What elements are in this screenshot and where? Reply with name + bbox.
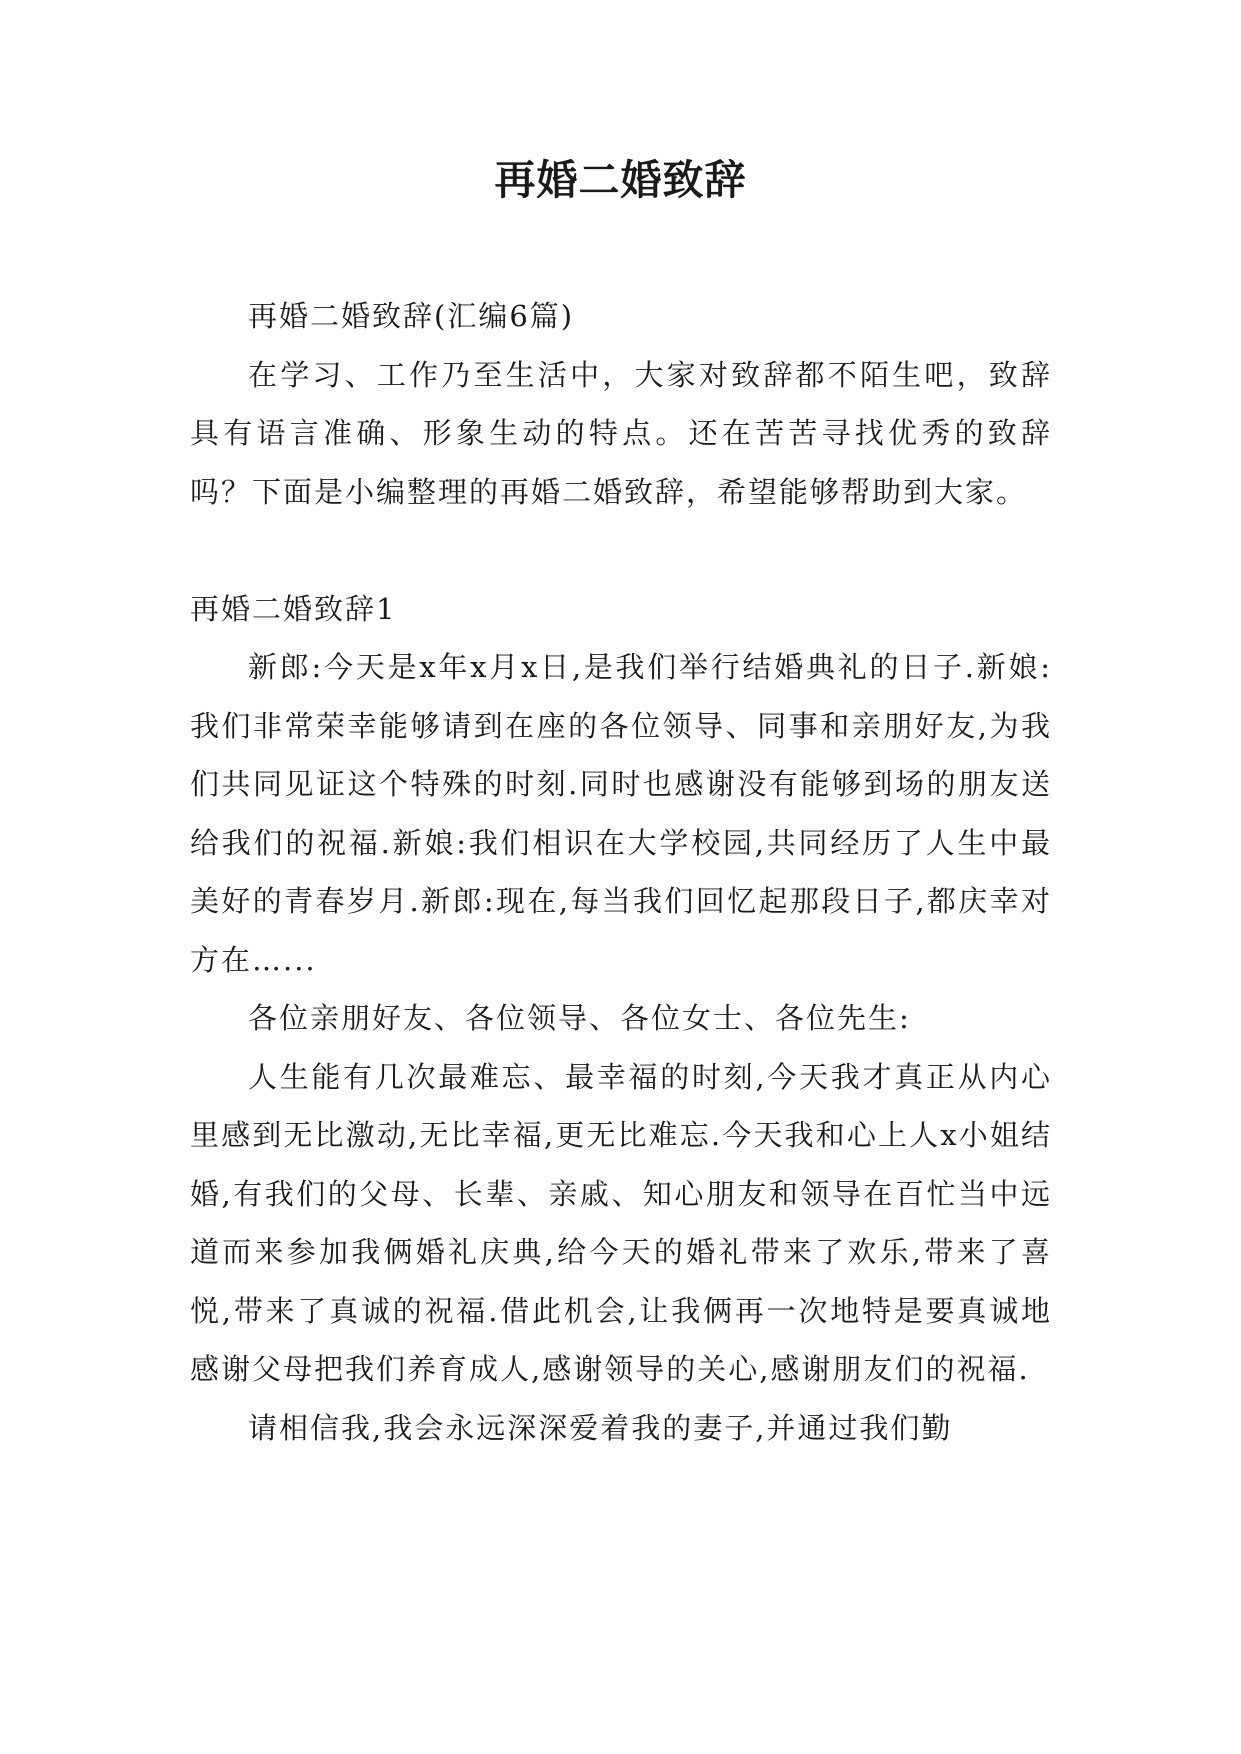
section-heading: 再婚二婚致辞1	[190, 591, 397, 626]
body-paragraph: 新郎:今天是x年x月x日,是我们举行结婚典礼的日子.新娘:我们非常荣幸能够请到在座的各位领导、同事和亲朋好友,为我们共同见证这个特殊的时刻.同时也感谢没有能够到场的朋友送给我们的祝福.新娘:我们相识在大学校园,共同经历了人生中最美好的青春岁月.新郎:现在,每当我们回忆起那段日子,都庆幸对方在…...	[190, 650, 1052, 977]
body-paragraph: 请相信我,我会永远深深爱着我的妻子,并通过我们勤	[248, 1410, 953, 1445]
intro-paragraph: 在学习、工作乃至生活中，大家对致辞都不陌生吧，致辞具有语言准确、形象生动的特点。还在苦苦寻找优秀的致辞吗？下面是小编整理的再婚二婚致辞，希望能够帮助到大家。	[190, 357, 1052, 509]
body-paragraph: 各位亲朋好友、各位领导、各位女士、各位先生:	[248, 1001, 911, 1035]
document-body	[190, 287, 1052, 1457]
body-paragraph: 人生能有几次最难忘、最幸福的时刻,今天我才真正从内心里感到无比激动,无比幸福,更无比难忘.今天我和心上人x小姐结婚,有我们的父母、长辈、亲戚、知心朋友和领导在百忙当中远道而来参加我俩婚礼庆典,给今天的婚礼带来了欢乐,带来了喜悦,带来了真诚的祝福.借此机会,让我俩再一次地特是要真诚地感谢父母把我们养育成人,感谢领导的关心,感谢朋友们的祝福.	[190, 1059, 1052, 1386]
subtitle-paragraph: 再婚二婚致辞(汇编6篇)	[248, 299, 575, 333]
document-title: 再婚二婚致辞	[494, 156, 747, 204]
